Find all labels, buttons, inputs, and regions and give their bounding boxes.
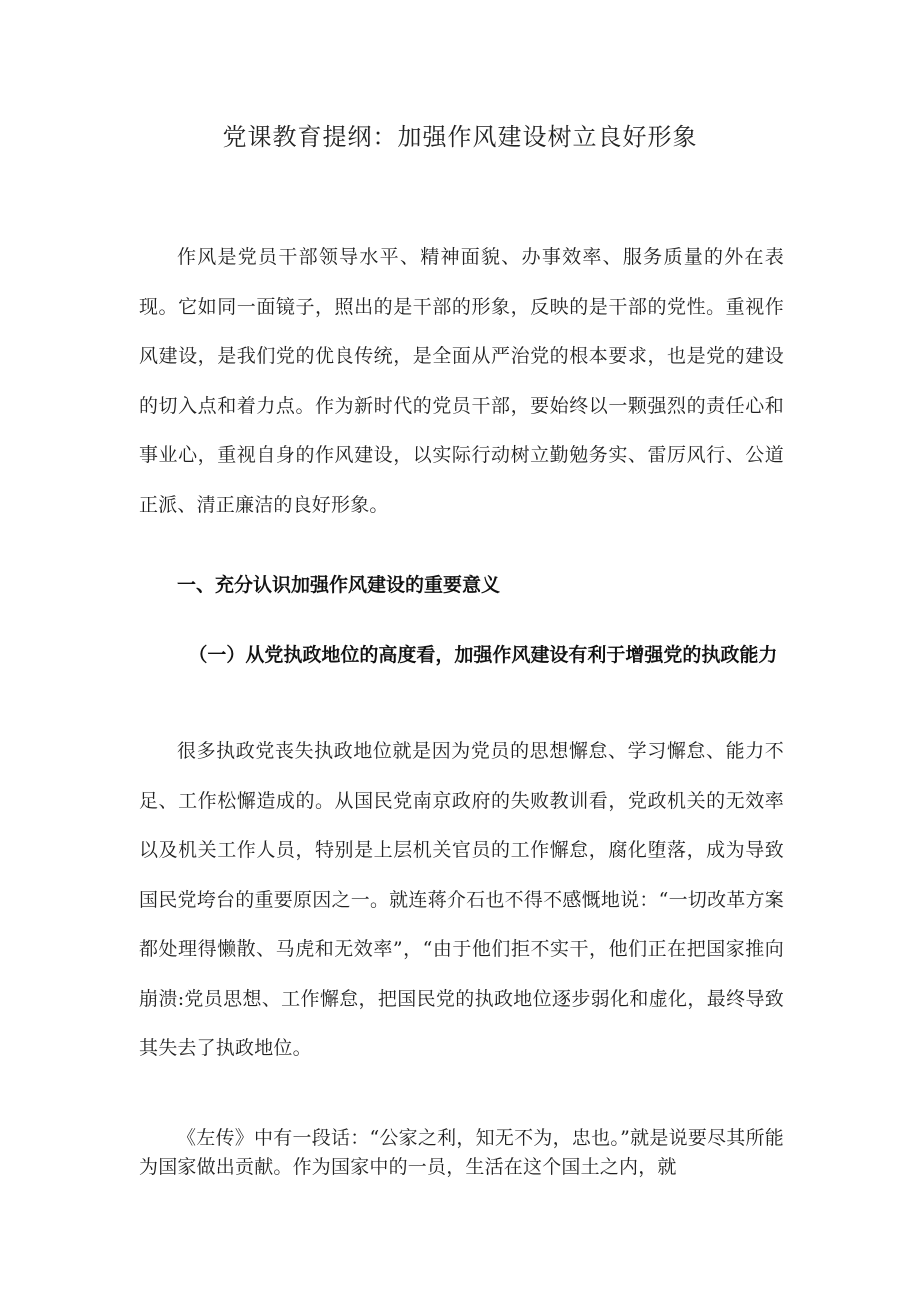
section-heading: 一、充分认识加强作风建设的重要意义 [177,574,501,596]
intro-paragraph: 作风是党员干部领导水平、精神面貌、办事效率、服务质量的外在表现。它如同一面镜子，照出的是干部的形象，反映的是干部的党性。重视作风建设，是我们党的优良传统，是全面从严治党的根本要求，也是党的建设的切入点和着力点。作为新时代的党员干部，要始终以一颗强烈的责任心和事业心，重视自身的作风建设，以实际行动树立勤勉务实、雷厉风行、公道正派、清正廉洁的良好形象。 [139,246,784,516]
subsection-heading: （一）从党执政地位的高度看，加强作风建设有利于增强党的执政能力 [188,644,778,666]
document-title: 党课教育提纲：加强作风建设树立良好形象 [222,123,698,151]
body-paragraph: 很多执政党丧失执政地位就是因为党员的思想懈怠、学习懈怠、能力不足、工作松懈造成的。从国民党南京政府的失败教训看，党政机关的无效率以及机关工作人员，特别是上层机关官员的工作懈怠，腐化堕落，成为导致国民党垮台的重要原因之一。就连蒋介石也不得不感慨地说：“一切改革方案都处理得懒散、马虎和无效率”，“由于他们拒不实干，他们正在把国家推向崩溃:党员思想、工作懈怠，把国民党的执政地位逐步弱化和虚化，最终导致其失去了执政地位。 [139,740,784,1059]
body-paragraph-continued: 《左传》中有一段话：“公家之利，知无不为，忠也。”就是说要尽其所能为国家做出贡献。作为国家中的一员，生活在这个国土之内，就 [139,1127,784,1178]
